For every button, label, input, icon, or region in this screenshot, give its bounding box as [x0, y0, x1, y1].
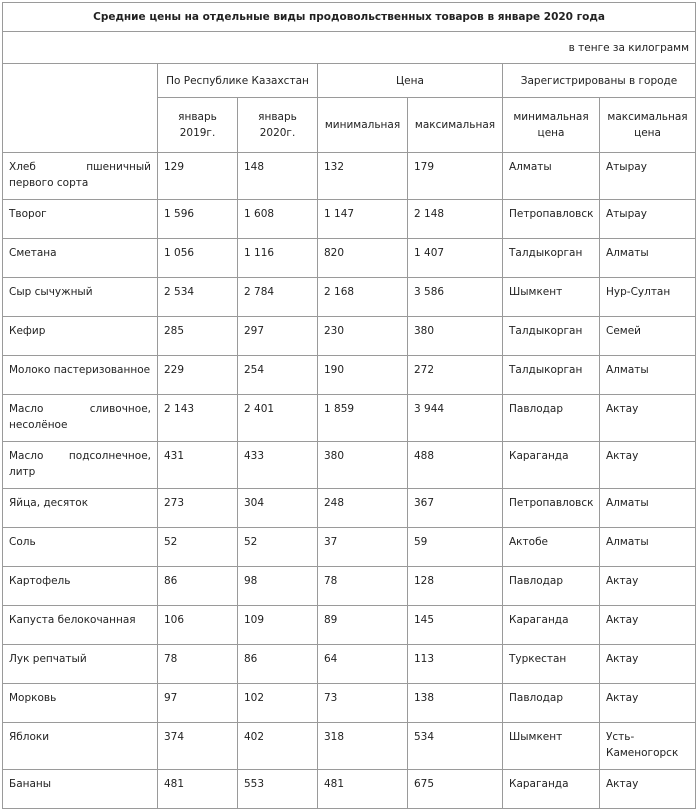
cell-min-city: Петропавловск — [503, 200, 600, 239]
table-row — [3, 723, 696, 770]
cell-product: Творог — [3, 200, 158, 239]
table-row — [3, 317, 696, 356]
cell-product: Капуста белокочанная — [3, 606, 158, 645]
table-row — [3, 395, 696, 442]
cell-min-city: Шымкент — [503, 278, 600, 317]
cell-product: Бананы — [3, 770, 158, 809]
cell-jan2019: 106 — [158, 606, 238, 645]
cell-max: 113 — [408, 645, 503, 684]
cell-product: Хлеб пшеничный первого сорта — [3, 153, 158, 200]
cell-max: 145 — [408, 606, 503, 645]
cell-min: 380 — [318, 442, 408, 489]
cell-jan2020: 98 — [238, 567, 318, 606]
header-city: Зарегистрированы в городе — [503, 64, 696, 98]
cell-jan2020: 2 784 — [238, 278, 318, 317]
cell-product: Яйца, десяток — [3, 489, 158, 528]
cell-max: 3 944 — [408, 395, 503, 442]
table-row — [3, 442, 696, 489]
cell-jan2020: 402 — [238, 723, 318, 770]
cell-max-city: Актау — [600, 606, 696, 645]
cell-max: 488 — [408, 442, 503, 489]
cell-jan2019: 52 — [158, 528, 238, 567]
cell-min-city: Туркестан — [503, 645, 600, 684]
cell-jan2019: 2 143 — [158, 395, 238, 442]
header-min-price: минимальная цена — [503, 98, 600, 153]
cell-min: 820 — [318, 239, 408, 278]
cell-min: 132 — [318, 153, 408, 200]
cell-max-city: Нур-Султан — [600, 278, 696, 317]
cell-jan2019: 78 — [158, 645, 238, 684]
title-row — [3, 3, 696, 32]
table-row — [3, 528, 696, 567]
cell-jan2019: 97 — [158, 684, 238, 723]
cell-jan2020: 1 608 — [238, 200, 318, 239]
cell-jan2019: 431 — [158, 442, 238, 489]
cell-product: Масло подсолнечное, литр — [3, 442, 158, 489]
cell-min: 248 — [318, 489, 408, 528]
cell-min-city: Павлодар — [503, 684, 600, 723]
cell-min: 190 — [318, 356, 408, 395]
cell-jan2020: 109 — [238, 606, 318, 645]
cell-min-city: Талдыкорган — [503, 317, 600, 356]
cell-min: 37 — [318, 528, 408, 567]
table-row — [3, 489, 696, 528]
cell-max-city: Актау — [600, 684, 696, 723]
cell-product: Молоко пастеризованное — [3, 356, 158, 395]
header-max: максимальная — [408, 98, 503, 153]
cell-jan2020: 148 — [238, 153, 318, 200]
price-table — [2, 2, 696, 809]
cell-min-city: Павлодар — [503, 395, 600, 442]
cell-max: 3 586 — [408, 278, 503, 317]
cell-max: 534 — [408, 723, 503, 770]
cell-max-city: Актау — [600, 442, 696, 489]
cell-max-city: Семей — [600, 317, 696, 356]
cell-min-city: Караганда — [503, 442, 600, 489]
table-title: Средние цены на отдельные виды продовольственных товаров в январе 2020 года — [3, 3, 696, 32]
table-row — [3, 567, 696, 606]
cell-min-city: Талдыкорган — [503, 356, 600, 395]
cell-min-city: Павлодар — [503, 567, 600, 606]
cell-jan2019: 273 — [158, 489, 238, 528]
cell-product: Масло сливочное, несолёное — [3, 395, 158, 442]
table-row — [3, 770, 696, 809]
unit-note: в тенге за килограмм — [3, 32, 696, 64]
cell-max-city: Атырау — [600, 200, 696, 239]
cell-jan2019: 1 596 — [158, 200, 238, 239]
cell-max-city: Актау — [600, 645, 696, 684]
cell-jan2019: 86 — [158, 567, 238, 606]
cell-max-city: Алматы — [600, 489, 696, 528]
cell-min-city: Шымкент — [503, 723, 600, 770]
cell-jan2020: 433 — [238, 442, 318, 489]
cell-max: 1 407 — [408, 239, 503, 278]
cell-jan2020: 52 — [238, 528, 318, 567]
cell-max-city: Атырау — [600, 153, 696, 200]
cell-jan2020: 2 401 — [238, 395, 318, 442]
cell-max: 2 148 — [408, 200, 503, 239]
cell-min: 318 — [318, 723, 408, 770]
table-row — [3, 356, 696, 395]
cell-max-city: Алматы — [600, 528, 696, 567]
header-row-1 — [3, 64, 696, 98]
cell-jan2020: 102 — [238, 684, 318, 723]
cell-max-city: Актау — [600, 395, 696, 442]
cell-min-city: Петропавловск — [503, 489, 600, 528]
cell-max: 59 — [408, 528, 503, 567]
cell-min-city: Алматы — [503, 153, 600, 200]
cell-product: Кефир — [3, 317, 158, 356]
cell-jan2020: 553 — [238, 770, 318, 809]
cell-jan2020: 254 — [238, 356, 318, 395]
table-row — [3, 278, 696, 317]
cell-max: 138 — [408, 684, 503, 723]
cell-max-city: Алматы — [600, 356, 696, 395]
cell-jan2019: 374 — [158, 723, 238, 770]
cell-max: 367 — [408, 489, 503, 528]
cell-max: 380 — [408, 317, 503, 356]
cell-min-city: Караганда — [503, 606, 600, 645]
cell-jan2019: 229 — [158, 356, 238, 395]
product-header-empty — [3, 64, 158, 153]
cell-jan2019: 2 534 — [158, 278, 238, 317]
cell-jan2020: 86 — [238, 645, 318, 684]
cell-min: 64 — [318, 645, 408, 684]
cell-min: 89 — [318, 606, 408, 645]
cell-min: 1 859 — [318, 395, 408, 442]
cell-product: Лук репчатый — [3, 645, 158, 684]
cell-max: 179 — [408, 153, 503, 200]
header-min: минимальная — [318, 98, 408, 153]
header-jan2020: январь 2020г. — [238, 98, 318, 153]
cell-product: Соль — [3, 528, 158, 567]
cell-product: Яблоки — [3, 723, 158, 770]
cell-min-city: Актобе — [503, 528, 600, 567]
cell-jan2019: 481 — [158, 770, 238, 809]
cell-min: 1 147 — [318, 200, 408, 239]
cell-min-city: Талдыкорган — [503, 239, 600, 278]
header-jan2019: январь 2019г. — [158, 98, 238, 153]
cell-max-city: Алматы — [600, 239, 696, 278]
cell-max: 128 — [408, 567, 503, 606]
cell-min: 73 — [318, 684, 408, 723]
table-row — [3, 200, 696, 239]
cell-min: 230 — [318, 317, 408, 356]
cell-jan2019: 285 — [158, 317, 238, 356]
cell-product: Морковь — [3, 684, 158, 723]
header-max-price: максимальная цена — [600, 98, 696, 153]
unit-row — [3, 32, 696, 64]
table-row — [3, 239, 696, 278]
cell-jan2020: 297 — [238, 317, 318, 356]
cell-jan2020: 1 116 — [238, 239, 318, 278]
cell-max: 272 — [408, 356, 503, 395]
cell-product: Сметана — [3, 239, 158, 278]
cell-min: 2 168 — [318, 278, 408, 317]
cell-product: Картофель — [3, 567, 158, 606]
cell-min: 481 — [318, 770, 408, 809]
cell-max-city: Актау — [600, 567, 696, 606]
table-row — [3, 606, 696, 645]
table-row — [3, 645, 696, 684]
cell-jan2019: 1 056 — [158, 239, 238, 278]
cell-product: Сыр сычужный — [3, 278, 158, 317]
cell-min-city: Караганда — [503, 770, 600, 809]
cell-max: 675 — [408, 770, 503, 809]
table-row — [3, 153, 696, 200]
cell-min: 78 — [318, 567, 408, 606]
header-kz: По Республике Казахстан — [158, 64, 318, 98]
cell-max-city: Актау — [600, 770, 696, 809]
cell-jan2020: 304 — [238, 489, 318, 528]
cell-jan2019: 129 — [158, 153, 238, 200]
cell-max-city: Усть-Каменогорск — [600, 723, 696, 770]
header-price: Цена — [318, 64, 503, 98]
table-row — [3, 684, 696, 723]
